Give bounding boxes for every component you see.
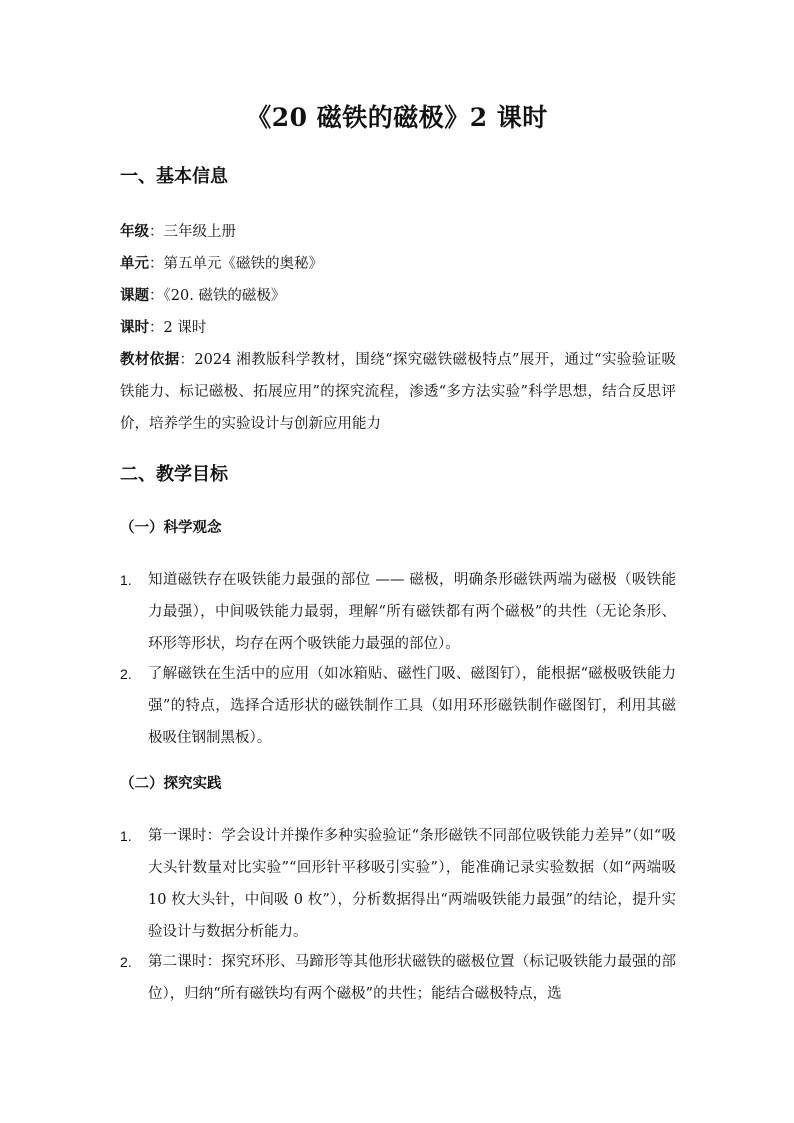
list-number: 1. [120, 572, 132, 588]
basis-value: ：2024 湘教版科学教材，围绕“探究磁铁磁极特点”展开，通过“实验验证吸铁能力、标记磁极、拓展应用”的探究流程，渗透“多方法实验”科学思想，结合反思评价，培养学生的实验设计与创新应用能力 [120, 352, 676, 432]
topic-label: 课题 [120, 287, 149, 304]
list-text: 第一课时：学会设计并操作多种实验验证“条形磁铁不同部位吸铁能力差异”（如“吸大头针数量对比实验”“回形针平移吸引实验”），能准确记录实验数据（如“两端吸 10 枚大头针，中间吸 0 枚”），分析数据得出“两端吸铁能力最强”的结论，提升实验设计与数据分析能力。 [148, 828, 676, 940]
info-grade [120, 216, 680, 248]
unit-value: ：第五单元《磁铁的奥秘》 [149, 256, 323, 272]
section-heading-basic-info: 一、基本信息 [120, 166, 228, 187]
unit-label: 单元 [120, 255, 149, 272]
hours-label: 课时 [120, 319, 149, 336]
basis-label: 教材依据 [120, 351, 180, 368]
hours-value: ：2 课时 [149, 320, 207, 336]
info-textbook-basis [120, 344, 676, 440]
list-item [120, 820, 676, 948]
document-title: 《20 磁铁的磁极》2 课时 [246, 103, 548, 132]
grade-label: 年级 [120, 223, 149, 240]
info-topic [120, 280, 680, 312]
grade-value: ：三年级上册 [149, 224, 236, 240]
topic-value: ：《20. 磁铁的磁极》 [149, 288, 286, 304]
list-number: 2. [120, 954, 132, 970]
list-text: 第二课时：探究环形、马蹄形等其他形状磁铁的磁极位置（标记吸铁能力最强的部位），归纳“所有磁铁均有两个磁极”的共性；能结合磁极特点，选 [148, 954, 676, 1002]
list-text: 了解磁铁在生活中的应用（如冰箱贴、磁性门吸、磁图钉），能根据“磁极吸铁能力强”的特点，选择合适形状的磁铁制作工具（如用环形磁铁制作磁图钉，利用其磁极吸住钢制黑板）。 [148, 666, 676, 746]
list-item [120, 946, 676, 1010]
list-item [120, 564, 676, 660]
subheading-science-concepts: （一）科学观念 [120, 519, 222, 536]
info-hours [120, 312, 680, 344]
info-unit [120, 248, 680, 280]
list-text: 知道磁铁存在吸铁能力最强的部位 —— 磁极，明确条形磁铁两端为磁极（吸铁能力最强），中间吸铁能力最弱，理解“所有磁铁都有两个磁极”的共性（无论条形、环形等形状，均存在两个吸铁能力最强的部位）。 [148, 572, 676, 652]
subheading-inquiry-practice: （二）探究实践 [120, 775, 222, 792]
list-number: 1. [120, 828, 132, 844]
list-item [120, 658, 676, 754]
section-heading-teaching-goals: 二、教学目标 [120, 464, 228, 485]
list-number: 2. [120, 666, 132, 682]
